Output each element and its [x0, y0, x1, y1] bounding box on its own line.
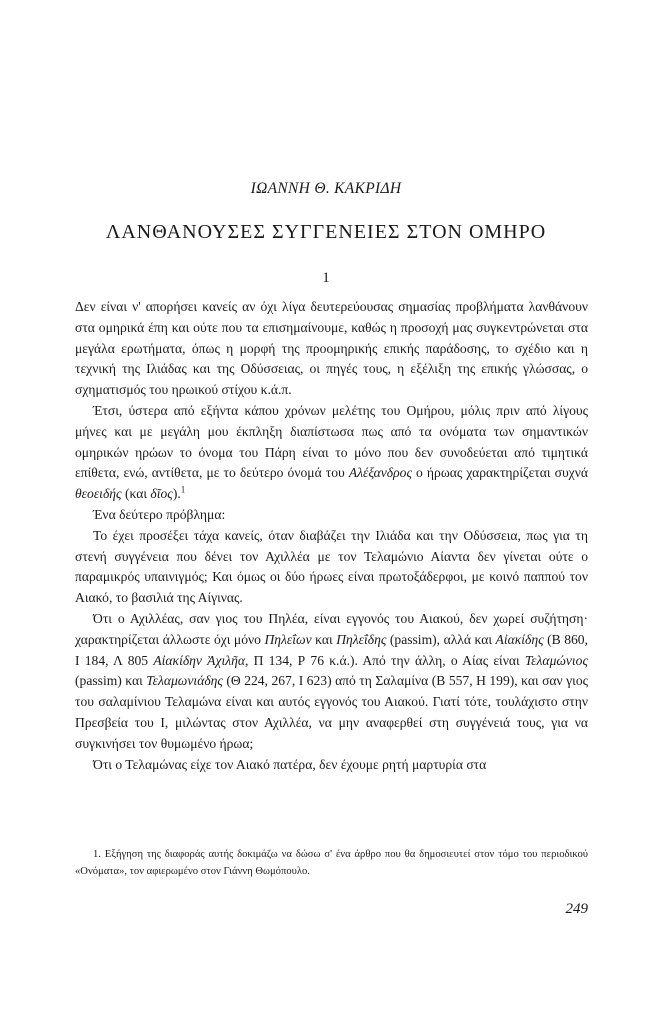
paragraph-5-part-b: και	[311, 631, 337, 647]
epithet-peleides: Πηλεΐδης	[336, 631, 387, 647]
author-name: ΙΩΑΝΝΗ Θ. ΚΑΚΡΙΔΗ	[250, 180, 402, 197]
page-number: 249	[565, 901, 588, 917]
epithet-telamoniades: Τελαμωνιάδης	[146, 673, 223, 689]
paragraph-2-epithet-2: δῖος	[150, 486, 173, 502]
article-body	[75, 297, 588, 775]
article-title: ΛΑΝΘΑΝΟΥΣΕΣ ΣΥΓΓΕΝΕΙΕΣ ΣΤΟΝ ΟΜΗΡΟ	[105, 221, 547, 243]
paragraph-2	[75, 401, 588, 505]
paragraph-2-mid: ο ήρωας χαρακτηρίζεται συχνά	[411, 465, 588, 481]
paragraph-5-part-g: (Θ 224, 267, Ι 623) από τη Σαλαμίνα (Β 557, Η 199), και σαν γιος του σαλαμίνιου Τελαμώνα είναι και αυτός εγγονός του Αιακού. Γιατί τότε, τουλάχιστο στην Πρεσβεία του Ι, μιλώντας στον Αχιλλέα, να μην αναφερθεί στη συγγένειά τους, για να συγκινήσει τον θυμωμένο ήρωα;	[75, 673, 589, 751]
paragraph-2-and: (και	[121, 486, 151, 502]
paragraph-5-part-a: Ότι ο Αχιλλέας, σαν γιος του Πηλέα, είναι εγγονός του Αιακού, δεν χωρεί συζήτηση· χαρακτηρίζεται άλλωστε όχι μόνο	[75, 610, 588, 647]
paragraph-5-part-f: (passim) και	[75, 673, 147, 689]
paragraph-2-epithet-1: θεοειδής	[75, 486, 122, 502]
paragraph-6: Ότι ο Τελαμώνας είχε τον Αιακό πατέρα, δεν έχουμε ρητή μαρτυρία στα	[93, 756, 487, 772]
footnote-reference[interactable]: 1	[180, 484, 186, 495]
quote-aiakiden-achilea: Αἰακίδην Ἀχιλῆα	[153, 652, 245, 668]
paragraph-5	[75, 609, 588, 755]
epithet-aiakides: Αἰακίδης	[495, 631, 544, 647]
paragraph-5-part-e: , Π 134, Ρ 76 κ.ά.). Από την άλλη, ο Αίας είναι	[244, 652, 525, 668]
footnote: 1. Εξήγηση της διαφοράς αυτής δοκιμάζω να δώσω σ' ένα άρθρο που θα δημοσιευτεί στον τόμο του περιοδικού «Ονόματα», τον αφιερωμένο στον Γιάννη Θωμόπουλο.	[75, 849, 588, 877]
paragraph-2-close: ).	[172, 486, 181, 502]
epithet-telamonios: Τελαμώνιος	[524, 652, 588, 668]
paragraph-5-part-d: (Β 860, Ι 184, Λ 805	[75, 631, 588, 668]
paragraph-1: Δεν είναι ν' απορήσει κανείς αν όχι λίγα δευτερεύουσας σημασίας προβλήματα λανθάνουν στα ομηρικά έπη και ούτε που τα επισημαίνουμε, καθώς η προσοχή μας συγκεντρώνεται στα μεγάλα ερωτήματα, όπως η μορφή της προομηρικής επικής παράδοσης, το σχέδιο και η τεχνική της Ιλιάδας και της Οδύσσειας, οι πηγές τους, η εξέλιξη της επικής γλώσσας, ο σχηματισμός του ηρωικού στίχου κ.ά.π.	[75, 299, 588, 398]
section-number: 1	[322, 270, 330, 286]
paragraph-2-text: Έτσι, ύστερα από εξήντα κάπου χρόνων μελέτης του Ομήρου, μόλις πριν από λίγους μήνες και με μεγάλη μου έκπληξη διαπίστωσα πως από τα ονόματα των σημαντικών ομηρικών ηρώων το όνομα του Πάρη είναι το μόνο που δεν συνοδεύεται από τιμητικά επίθετα, ενώ, αντίθετα, με το δεύτερο όνομά του	[75, 402, 588, 481]
paragraph-2-name: Αλέξανδρος	[348, 465, 412, 481]
paragraph-4: Το έχει προσέξει τάχα κανείς, όταν διαβάζει την Ιλιάδα και την Οδύσσεια, πως για τη στενή συγγένεια που δένει τον Αχιλλέα με τον Τελαμώνιο Αίαντα δεν γίνεται ούτε ο παραμικρός υπαινιγμός; Και όμως οι δύο ήρωες είναι πρωτοξάδερφοι, με κοινό παππού τον Αιακό, το βασιλιά της Αίγινας.	[75, 527, 588, 606]
paragraph-5-part-c: (passim), αλλά και	[386, 631, 496, 647]
paragraph-3: Ένα δεύτερο πρόβλημα:	[93, 506, 226, 522]
epithet-peleion: Πηλεΐων	[264, 631, 312, 647]
